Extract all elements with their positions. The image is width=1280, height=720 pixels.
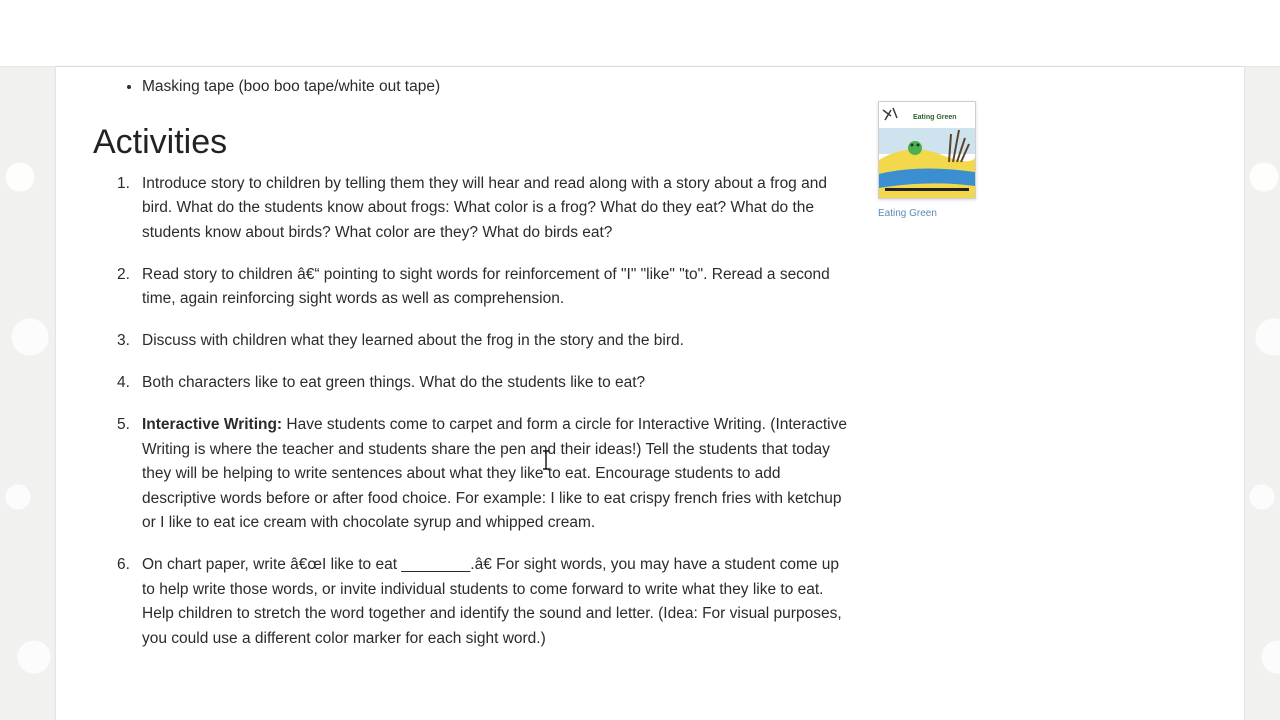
- item-text: Have students come to carpet and form a circle for Interactive Writing. (Interactive Writing is where the teacher and students share the pen and their ideas!) Tell the students that today they will be helping to write sentences about what they like to eat. Encourage students to add descriptive words before or after food choice. For example: I like to eat crispy french fries with ketchup or I like to eat ice cream with chocolate syrup and whipped cream.: [142, 416, 847, 531]
- page-background-right: [1244, 67, 1280, 720]
- item-number: 5.: [117, 416, 130, 433]
- item-text: Discuss with children what they learned about the frog in the story and the bird.: [142, 332, 684, 349]
- text-cursor-icon: [542, 450, 550, 470]
- item-bold-label: Interactive Writing:: [142, 416, 283, 433]
- activity-item-6: [117, 553, 853, 651]
- item-text: On chart paper, write â€œI like to eat ________.â€ For sight words, you may have a student come up to help write those words, or invite individual students to come forward to write what they like to eat. Help children to stretch the word together and identify the sound and letter. (Idea: For visual purposes, you could use a different color marker for each sight word.): [142, 556, 842, 647]
- top-bar: [0, 0, 1280, 67]
- cover-title-text: Eating Green: [913, 114, 957, 121]
- book-sidebar: [878, 101, 978, 219]
- book-caption-link[interactable]: Eating Green: [878, 208, 937, 219]
- lesson-content: [93, 67, 853, 669]
- item-number: 6.: [117, 556, 130, 573]
- item-text: Both characters like to eat green things. What do the students like to eat?: [142, 374, 646, 391]
- item-number: 2.: [117, 265, 130, 283]
- activity-item-4: [117, 371, 853, 396]
- activity-item-1: [117, 172, 853, 246]
- activity-item-2: [117, 263, 853, 312]
- page-background-left: [0, 67, 56, 720]
- activities-list: [93, 172, 853, 652]
- section-heading: Activities: [93, 122, 228, 161]
- document-page: [56, 67, 1244, 720]
- item-number: 1.: [117, 174, 130, 192]
- item-number: 3.: [117, 332, 130, 349]
- list-item: • Masking tape (boo boo tape/white out tape): [142, 75, 853, 100]
- item-number: 4.: [117, 374, 130, 391]
- activity-item-3: [117, 329, 853, 354]
- materials-list: [93, 75, 853, 100]
- book-cover-thumbnail[interactable]: [878, 101, 976, 199]
- item-text: Introduce story to children by telling them they will hear and read along with a story about a frog and bird. What do the students know about frogs: What color is a frog? What do they eat? What do the students know about birds? What color are they? What do birds eat?: [142, 174, 827, 241]
- book-cover-illustration: [879, 102, 975, 198]
- activity-item-5: [117, 413, 853, 536]
- item-text: Read story to children â€“ pointing to sight words for reinforcement of "I" "like" "to". Reread a second time, again reinforcing sight words as well as comprehension.: [142, 265, 830, 307]
